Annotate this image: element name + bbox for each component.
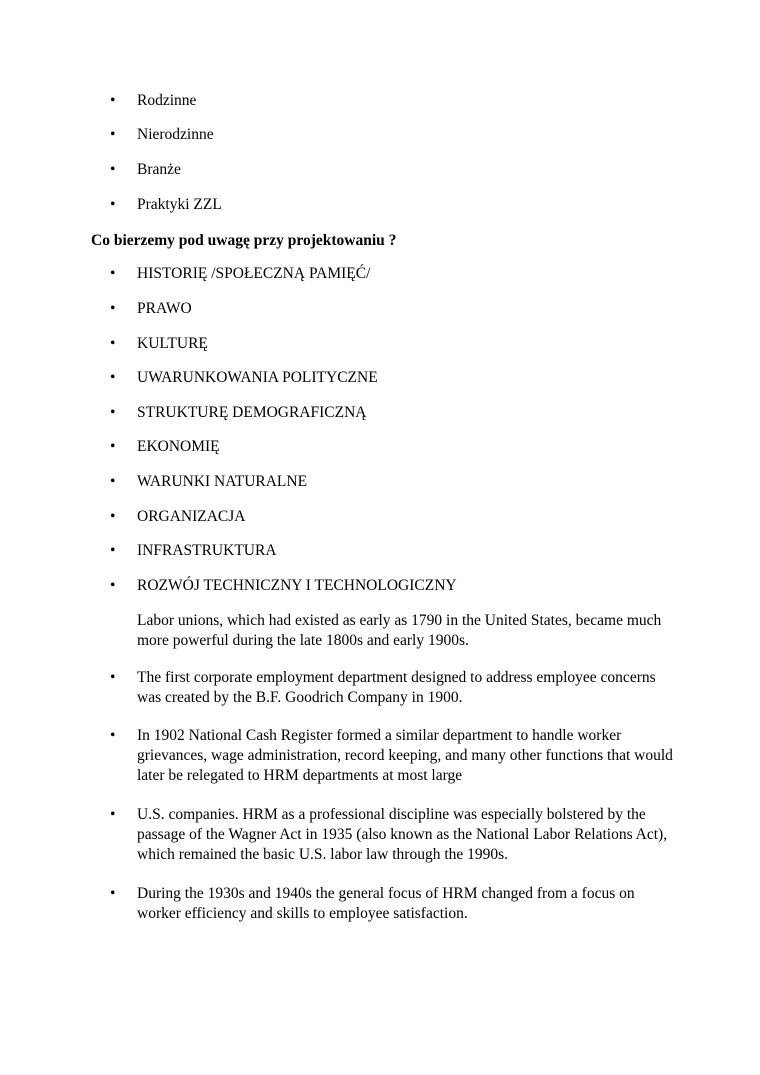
bullet: • [110,369,116,386]
bullet: • [110,92,116,109]
bullet: • [110,577,116,594]
section-heading: Co bierzemy pod uwagę przy projektowaniu ? [91,232,397,249]
bullet: • [110,265,116,282]
list-item-text: U.S. companies. HRM as a professional discipline was especially bolstered by the passage of the Wagner Act in 1935 (also known as the National Labor Relations Act), which remained the basic U.S. labor law through the 1990s. [137,806,668,863]
bullet: • [110,669,116,686]
list-item-text: UWARUNKOWANIA POLITYCZNE [137,369,378,386]
list-item-text: KULTURĘ [137,335,208,352]
bullet: • [110,727,116,744]
bullet: • [110,542,116,559]
list-item-text: Praktyki ZZL [137,196,222,213]
bullet: • [110,161,116,178]
list-item-text: INFRASTRUKTURA [137,542,277,559]
bullet: • [110,335,116,352]
list-item-text: Rodzinne [137,92,197,109]
list-item-text: STRUKTURĘ DEMOGRAFICZNĄ [137,404,367,421]
list-item-text: PRAWO [137,300,192,317]
list-item-text: In 1902 National Cash Register formed a similar department to handle worker grievances, wage administration, record keeping, and many other functions that would later be relegated to HRM departments at most large [137,727,673,784]
list-item-text: EKONOMIĘ [137,438,220,455]
bullet: • [110,438,116,455]
bullet: • [110,404,116,421]
bullet: • [110,508,116,525]
bullet: • [110,806,116,823]
bullet: • [110,473,116,490]
bullet: • [110,300,116,317]
list-item-text: During the 1930s and 1940s the general focus of HRM changed from a focus on worker efficiency and skills to employee satisfaction. [137,885,635,922]
bullet: • [110,885,116,902]
list-item-text: Branże [137,161,181,178]
list-item-text: HISTORIĘ /SPOŁECZNĄ PAMIĘĆ/ [137,265,371,282]
list-item-text: Nierodzinne [137,126,214,143]
bullet: • [110,126,116,143]
list-item-text: The first corporate employment department designed to address employee concerns was created by the B.F. Goodrich Company in 1900. [137,669,656,706]
list-item-text: ORGANIZACJA [137,508,246,525]
body-paragraph: Labor unions, which had existed as early as 1790 in the United States, became much more powerful during the late 1800s and early 1900s. [137,612,662,649]
list-item-text: WARUNKI NATURALNE [137,473,308,490]
list-item-text: ROZWÓJ TECHNICZNY I TECHNOLOGICZNY [137,577,457,594]
bullet: • [110,196,116,213]
